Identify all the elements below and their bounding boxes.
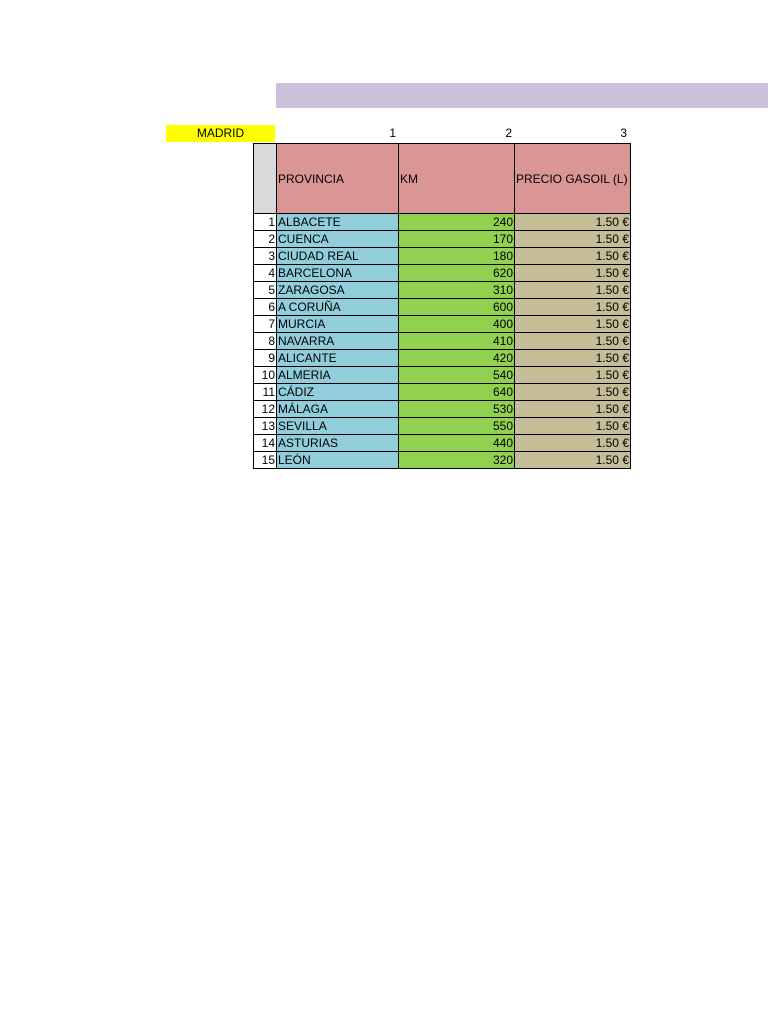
precio-cell[interactable]: 1.50 € bbox=[515, 384, 631, 401]
provincia-cell[interactable]: A CORUÑA bbox=[277, 299, 399, 316]
provincia-cell[interactable]: ZARAGOSA bbox=[277, 282, 399, 299]
provincia-cell[interactable]: LEÓN bbox=[277, 452, 399, 469]
provincia-cell[interactable]: CÁDIZ bbox=[277, 384, 399, 401]
km-cell[interactable]: 530 bbox=[399, 401, 515, 418]
table-row bbox=[254, 452, 631, 469]
km-cell[interactable]: 540 bbox=[399, 367, 515, 384]
table-header-row bbox=[254, 144, 631, 214]
column-number-3[interactable]: 3 bbox=[620, 126, 627, 140]
provincia-cell[interactable]: SEVILLA bbox=[277, 418, 399, 435]
km-cell[interactable]: 400 bbox=[399, 316, 515, 333]
row-number-cell[interactable]: 15 bbox=[254, 452, 277, 469]
table-row bbox=[254, 384, 631, 401]
origin-city-cell[interactable]: MADRID bbox=[166, 125, 275, 142]
provincia-cell[interactable]: ALICANTE bbox=[277, 350, 399, 367]
km-cell[interactable]: 310 bbox=[399, 282, 515, 299]
precio-cell[interactable]: 1.50 € bbox=[515, 231, 631, 248]
row-number-cell[interactable]: 1 bbox=[254, 214, 277, 231]
title-band bbox=[276, 83, 768, 108]
km-cell[interactable]: 170 bbox=[399, 231, 515, 248]
provinces-table bbox=[253, 143, 631, 469]
km-cell[interactable]: 440 bbox=[399, 435, 515, 452]
precio-cell[interactable]: 1.50 € bbox=[515, 214, 631, 231]
provincia-cell[interactable]: BARCELONA bbox=[277, 265, 399, 282]
km-cell[interactable]: 620 bbox=[399, 265, 515, 282]
row-number-cell[interactable]: 3 bbox=[254, 248, 277, 265]
table-row bbox=[254, 401, 631, 418]
provincia-cell[interactable]: NAVARRA bbox=[277, 333, 399, 350]
table-row bbox=[254, 282, 631, 299]
row-number-cell[interactable]: 8 bbox=[254, 333, 277, 350]
column-number-1[interactable]: 1 bbox=[389, 126, 396, 140]
table-row bbox=[254, 333, 631, 350]
header-blank-cell[interactable] bbox=[254, 144, 277, 214]
provincia-cell[interactable]: ASTURIAS bbox=[277, 435, 399, 452]
header-km[interactable]: KM bbox=[399, 144, 515, 214]
provincia-cell[interactable]: ALBACETE bbox=[277, 214, 399, 231]
row-number-cell[interactable]: 7 bbox=[254, 316, 277, 333]
precio-cell[interactable]: 1.50 € bbox=[515, 435, 631, 452]
precio-cell[interactable]: 1.50 € bbox=[515, 265, 631, 282]
table-row bbox=[254, 435, 631, 452]
row-number-cell[interactable]: 5 bbox=[254, 282, 277, 299]
km-cell[interactable]: 410 bbox=[399, 333, 515, 350]
row-number-cell[interactable]: 14 bbox=[254, 435, 277, 452]
km-cell[interactable]: 600 bbox=[399, 299, 515, 316]
row-number-cell[interactable]: 12 bbox=[254, 401, 277, 418]
table-row bbox=[254, 231, 631, 248]
table-row bbox=[254, 316, 631, 333]
precio-cell[interactable]: 1.50 € bbox=[515, 316, 631, 333]
provincia-cell[interactable]: MURCIA bbox=[277, 316, 399, 333]
header-precio-gasoil[interactable]: PRECIO GASOIL (L) bbox=[515, 144, 631, 214]
table-row bbox=[254, 350, 631, 367]
precio-cell[interactable]: 1.50 € bbox=[515, 299, 631, 316]
table-row bbox=[254, 214, 631, 231]
precio-cell[interactable]: 1.50 € bbox=[515, 418, 631, 435]
precio-cell[interactable]: 1.50 € bbox=[515, 333, 631, 350]
precio-cell[interactable]: 1.50 € bbox=[515, 282, 631, 299]
provincia-cell[interactable]: ALMERIA bbox=[277, 367, 399, 384]
provincia-cell[interactable]: CUENCA bbox=[277, 231, 399, 248]
table-row bbox=[254, 367, 631, 384]
provincia-cell[interactable]: MÁLAGA bbox=[277, 401, 399, 418]
row-number-cell[interactable]: 6 bbox=[254, 299, 277, 316]
row-number-cell[interactable]: 10 bbox=[254, 367, 277, 384]
km-cell[interactable]: 550 bbox=[399, 418, 515, 435]
table-row bbox=[254, 418, 631, 435]
precio-cell[interactable]: 1.50 € bbox=[515, 248, 631, 265]
row-number-cell[interactable]: 11 bbox=[254, 384, 277, 401]
table-row bbox=[254, 299, 631, 316]
row-number-cell[interactable]: 2 bbox=[254, 231, 277, 248]
km-cell[interactable]: 240 bbox=[399, 214, 515, 231]
header-provincia[interactable]: PROVINCIA bbox=[277, 144, 399, 214]
precio-cell[interactable]: 1.50 € bbox=[515, 350, 631, 367]
provincia-cell[interactable]: CIUDAD REAL bbox=[277, 248, 399, 265]
row-number-cell[interactable]: 9 bbox=[254, 350, 277, 367]
km-cell[interactable]: 420 bbox=[399, 350, 515, 367]
row-number-cell[interactable]: 13 bbox=[254, 418, 277, 435]
km-cell[interactable]: 180 bbox=[399, 248, 515, 265]
row-number-cell[interactable]: 4 bbox=[254, 265, 277, 282]
table-row bbox=[254, 265, 631, 282]
column-number-2[interactable]: 2 bbox=[505, 126, 512, 140]
precio-cell[interactable]: 1.50 € bbox=[515, 401, 631, 418]
km-cell[interactable]: 320 bbox=[399, 452, 515, 469]
km-cell[interactable]: 640 bbox=[399, 384, 515, 401]
precio-cell[interactable]: 1.50 € bbox=[515, 452, 631, 469]
precio-cell[interactable]: 1.50 € bbox=[515, 367, 631, 384]
table-row bbox=[254, 248, 631, 265]
